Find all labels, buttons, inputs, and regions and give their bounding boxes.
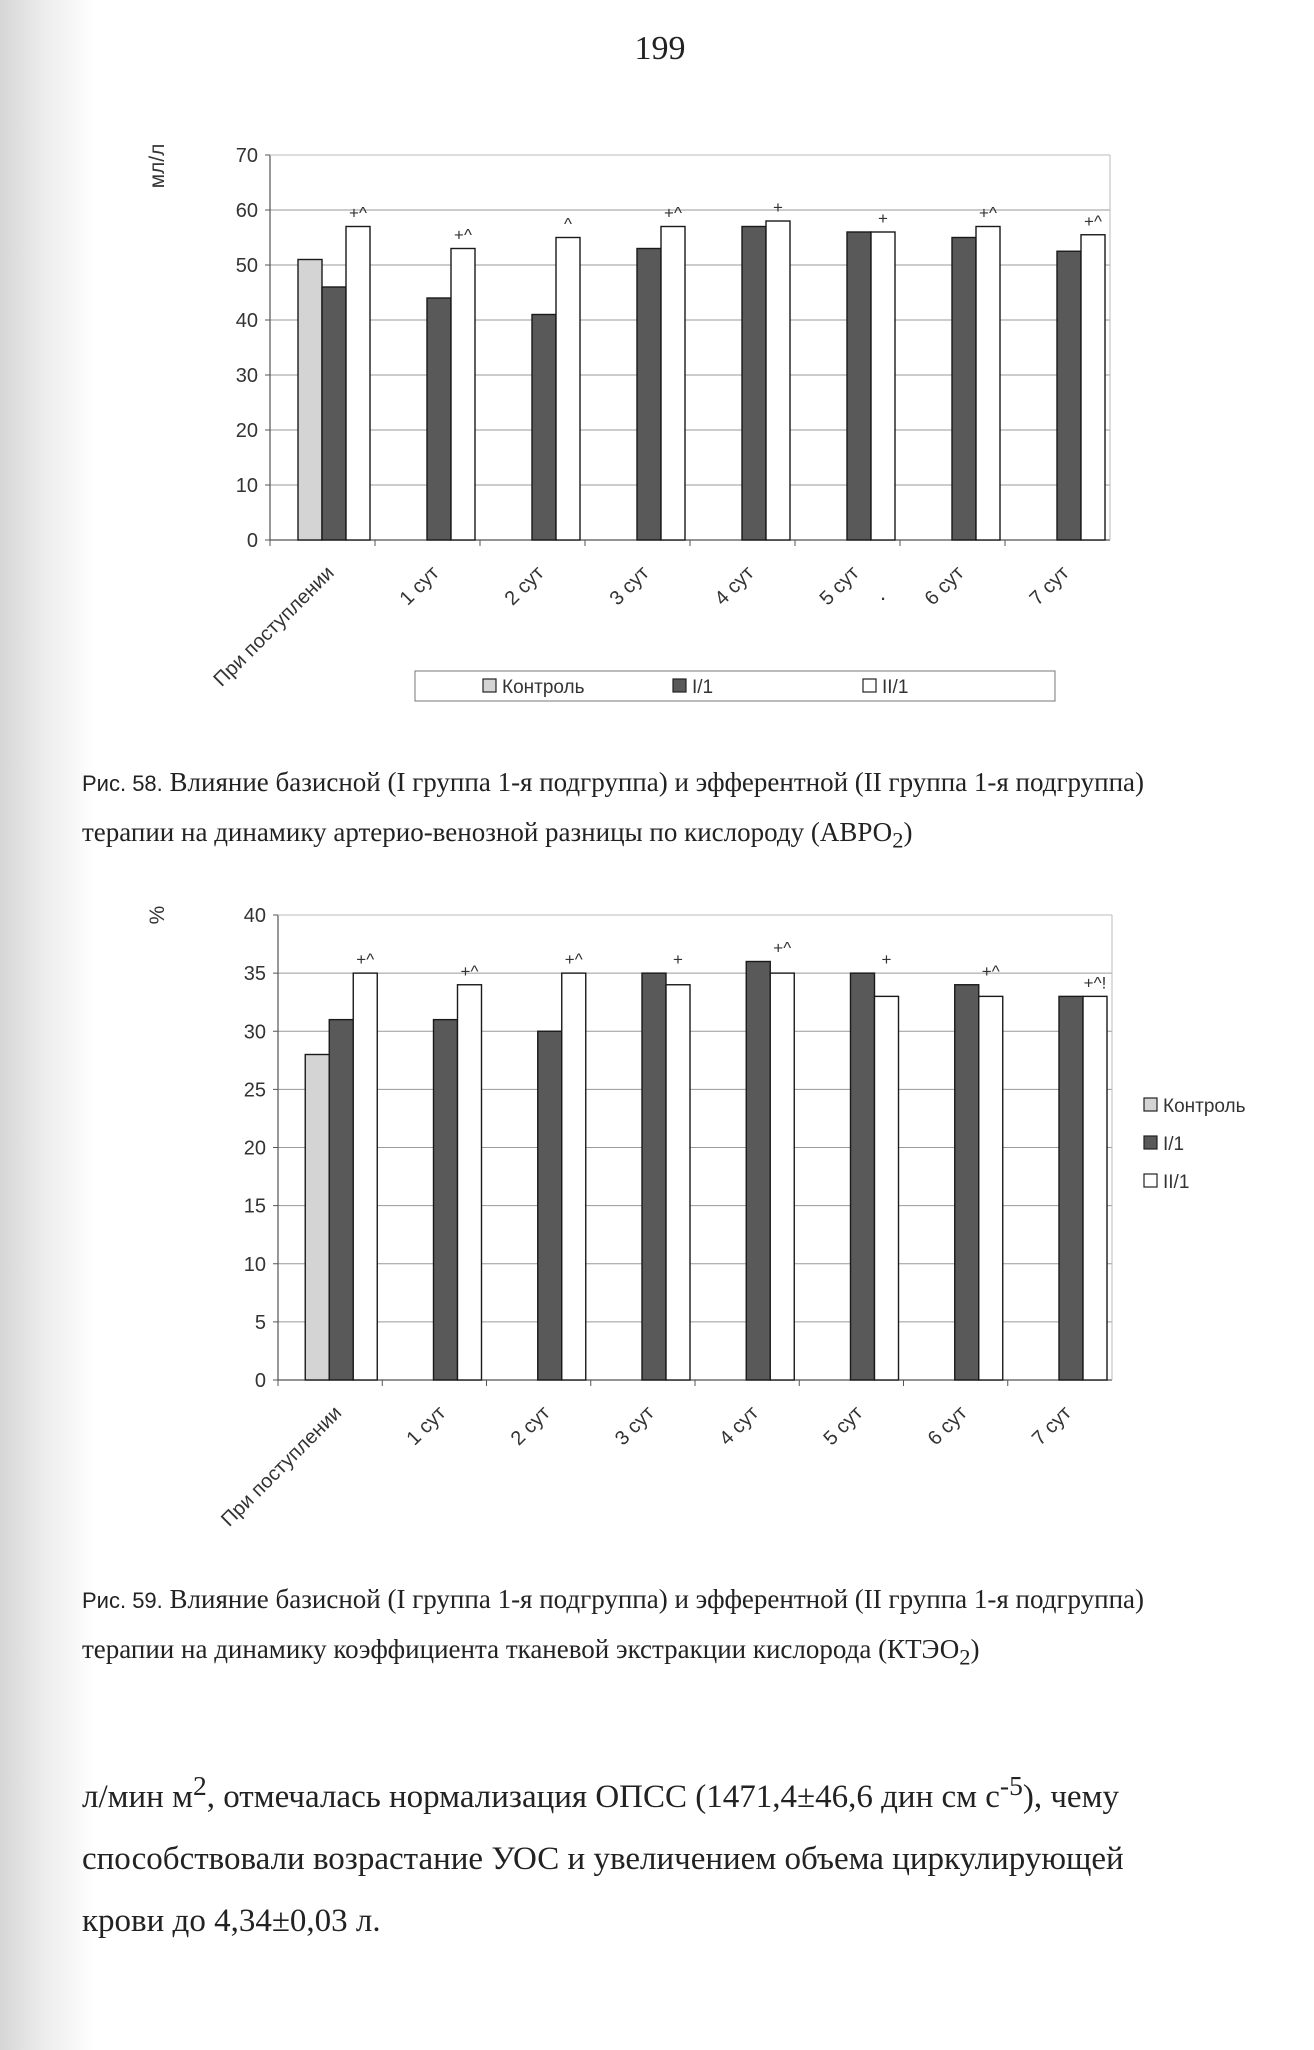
legend-label: I/1	[1163, 1134, 1185, 1155]
caption-58-text-1: Влияние базисной (I группа 1-я подгруппа) и эфферентной (II группа 1-я подгруппа)	[169, 767, 1145, 797]
caption-59-line-1	[82, 1575, 1232, 1625]
bar-ii-1	[979, 996, 1003, 1380]
x-tick-label: 2 сут	[500, 561, 549, 610]
bar-annotation: +	[881, 950, 892, 970]
bar-ii-1	[556, 238, 580, 541]
caption-58-prefix: Рис. 58.	[82, 771, 163, 796]
x-tick-label: 6 сут	[923, 1401, 972, 1450]
bar-ii-1	[875, 996, 899, 1380]
figure-58-caption	[82, 758, 1232, 864]
bar-annotation: +^	[454, 225, 472, 245]
bar-ii-1	[770, 973, 794, 1380]
chart-kteo2	[0, 870, 1314, 1570]
x-tick-label: 7 сут	[1025, 561, 1074, 610]
y-axis-label: мл/л	[146, 143, 169, 189]
bar-ii-1	[562, 973, 586, 1380]
y-tick-label: 15	[243, 1195, 266, 1218]
y-tick-label: 0	[246, 530, 258, 552]
bar-i-1	[851, 973, 875, 1380]
y-tick-label: 60	[235, 200, 258, 222]
bar-i-1	[434, 1020, 458, 1380]
body-sup-1: 2	[192, 1770, 207, 1801]
bar-ii-1	[976, 227, 1000, 541]
y-tick-label: 5	[254, 1311, 266, 1334]
bar-annotation: +	[773, 198, 783, 217]
legend-swatch	[483, 679, 496, 692]
bar-ii-1	[346, 227, 370, 541]
body-line-2: способствовали возрастание УОС и увеличением объема циркулирующей	[82, 1841, 1124, 1877]
chart-avro2	[0, 0, 1314, 760]
bar-annotation: +^	[349, 203, 367, 223]
legend-swatch	[863, 679, 876, 692]
y-tick-label: 20	[243, 1137, 266, 1160]
y-tick-label: 40	[235, 310, 258, 332]
x-tick-label: 1 сут	[395, 561, 444, 610]
bar-annotation: +^	[979, 203, 997, 223]
bar-i-1	[746, 962, 770, 1381]
stray-mark: .	[880, 580, 887, 605]
bar-annotation: +^	[664, 203, 682, 223]
bar-annotation: +	[878, 209, 888, 228]
legend-label: Контроль	[1163, 1096, 1246, 1117]
x-tick-label: 6 сут	[920, 561, 969, 610]
bar-ii-1	[766, 221, 790, 540]
caption-59-text-2: терапии на динамику коэффициента тканевой экстракции кислорода (КТЭО	[82, 1634, 960, 1664]
caption-58-subscript: 2	[892, 827, 904, 853]
body-text-1b: , отмечалась нормализация ОПСС (1471,4±46,6 дин см с	[206, 1779, 1000, 1815]
bar-i-1	[637, 249, 661, 541]
bar-i-1	[955, 985, 979, 1380]
y-tick-label: 35	[243, 963, 266, 986]
bar-i-1	[322, 287, 346, 540]
bar-i-1	[847, 232, 871, 540]
bar-i-1	[1059, 996, 1083, 1380]
bar-ii-1	[458, 985, 482, 1380]
legend-swatch	[1144, 1136, 1157, 1149]
bar-annotation: +^	[356, 950, 375, 970]
x-tick-label: 4 сут	[710, 561, 759, 610]
legend-swatch	[1144, 1098, 1157, 1111]
bar-ii-1	[451, 249, 475, 541]
y-tick-label: 25	[243, 1079, 266, 1102]
body-text-1a: л/мин м	[82, 1779, 193, 1815]
bar-ii-1	[1081, 235, 1105, 540]
bar-ii-1	[661, 227, 685, 541]
caption-58-text-end: )	[903, 817, 913, 847]
y-tick-label: 20	[235, 420, 258, 442]
bar-контроль	[305, 1055, 329, 1381]
bar-i-1	[642, 973, 666, 1380]
bar-annotation: +^	[1084, 211, 1102, 231]
caption-59-line-2	[82, 1625, 1232, 1681]
legend-label: Контроль	[502, 677, 585, 698]
caption-59-subscript: 2	[959, 1644, 971, 1670]
bar-ii-1	[353, 973, 377, 1380]
legend-swatch	[673, 679, 686, 692]
bar-annotation: ^	[564, 214, 572, 234]
y-tick-label: 30	[243, 1021, 266, 1044]
legend-label: II/1	[1163, 1172, 1190, 1193]
legend-label: I/1	[692, 677, 714, 698]
body-line-3: крови до 4,34±0,03 л.	[82, 1903, 381, 1939]
caption-59-prefix: Рис. 59.	[82, 1588, 163, 1613]
y-tick-label: 10	[243, 1253, 266, 1276]
x-tick-label: При поступлении	[209, 561, 339, 692]
x-tick-label: 1 сут	[402, 1401, 451, 1450]
bar-annotation: +^	[460, 961, 479, 981]
caption-59-text-1: Влияние базисной (I группа 1-я подгруппа) и эфферентной (II группа 1-я подгруппа)	[169, 1584, 1145, 1614]
bar-annotation: +^	[564, 950, 583, 970]
caption-58-line-2	[82, 808, 1232, 864]
bar-контроль	[298, 260, 322, 541]
page-number: 199	[634, 30, 686, 67]
y-tick-label: 50	[235, 255, 258, 277]
bar-i-1	[538, 1031, 562, 1380]
bar-annotation: +^	[773, 938, 792, 958]
y-tick-label: 70	[235, 145, 258, 167]
y-tick-label: 40	[243, 905, 266, 927]
bar-annotation: +^!	[1083, 973, 1107, 993]
bar-i-1	[427, 298, 451, 540]
y-tick-label: 0	[254, 1370, 266, 1392]
body-paragraph	[82, 1755, 1232, 1952]
legend-swatch	[1144, 1174, 1157, 1187]
x-tick-label: 5 сут	[815, 561, 864, 610]
body-sup-2: -5	[999, 1770, 1023, 1801]
x-tick-label: 3 сут	[610, 1401, 659, 1450]
bar-i-1	[329, 1020, 353, 1380]
caption-59-text-end: )	[970, 1634, 980, 1664]
caption-58-line-1	[82, 758, 1232, 808]
body-text-1c: ), чему	[1022, 1779, 1119, 1815]
figure-59-caption	[82, 1575, 1232, 1681]
bar-ii-1	[666, 985, 690, 1380]
bar-ii-1	[1083, 996, 1107, 1380]
x-tick-label: 7 сут	[1027, 1401, 1076, 1450]
body-line-1	[82, 1755, 1232, 1828]
x-tick-label: При поступлении	[217, 1401, 347, 1532]
caption-58-text-2: терапии на динамику артерио-венозной разницы по кислороду (АВРО	[82, 817, 893, 847]
y-tick-label: 30	[235, 365, 258, 387]
x-tick-label: 5 сут	[819, 1401, 868, 1450]
bar-i-1	[532, 315, 556, 541]
x-tick-label: 2 сут	[506, 1401, 555, 1450]
bar-i-1	[1057, 251, 1081, 540]
bar-i-1	[952, 238, 976, 541]
bar-annotation: +	[673, 950, 683, 970]
y-axis-label: %	[146, 905, 169, 925]
y-tick-label: 10	[235, 475, 258, 497]
legend-label: II/1	[882, 677, 909, 698]
x-tick-label: 3 сут	[605, 561, 654, 610]
bar-i-1	[742, 227, 766, 541]
bar-ii-1	[871, 232, 895, 540]
bar-annotation: +^	[981, 961, 1000, 981]
x-tick-label: 4 сут	[715, 1401, 764, 1450]
